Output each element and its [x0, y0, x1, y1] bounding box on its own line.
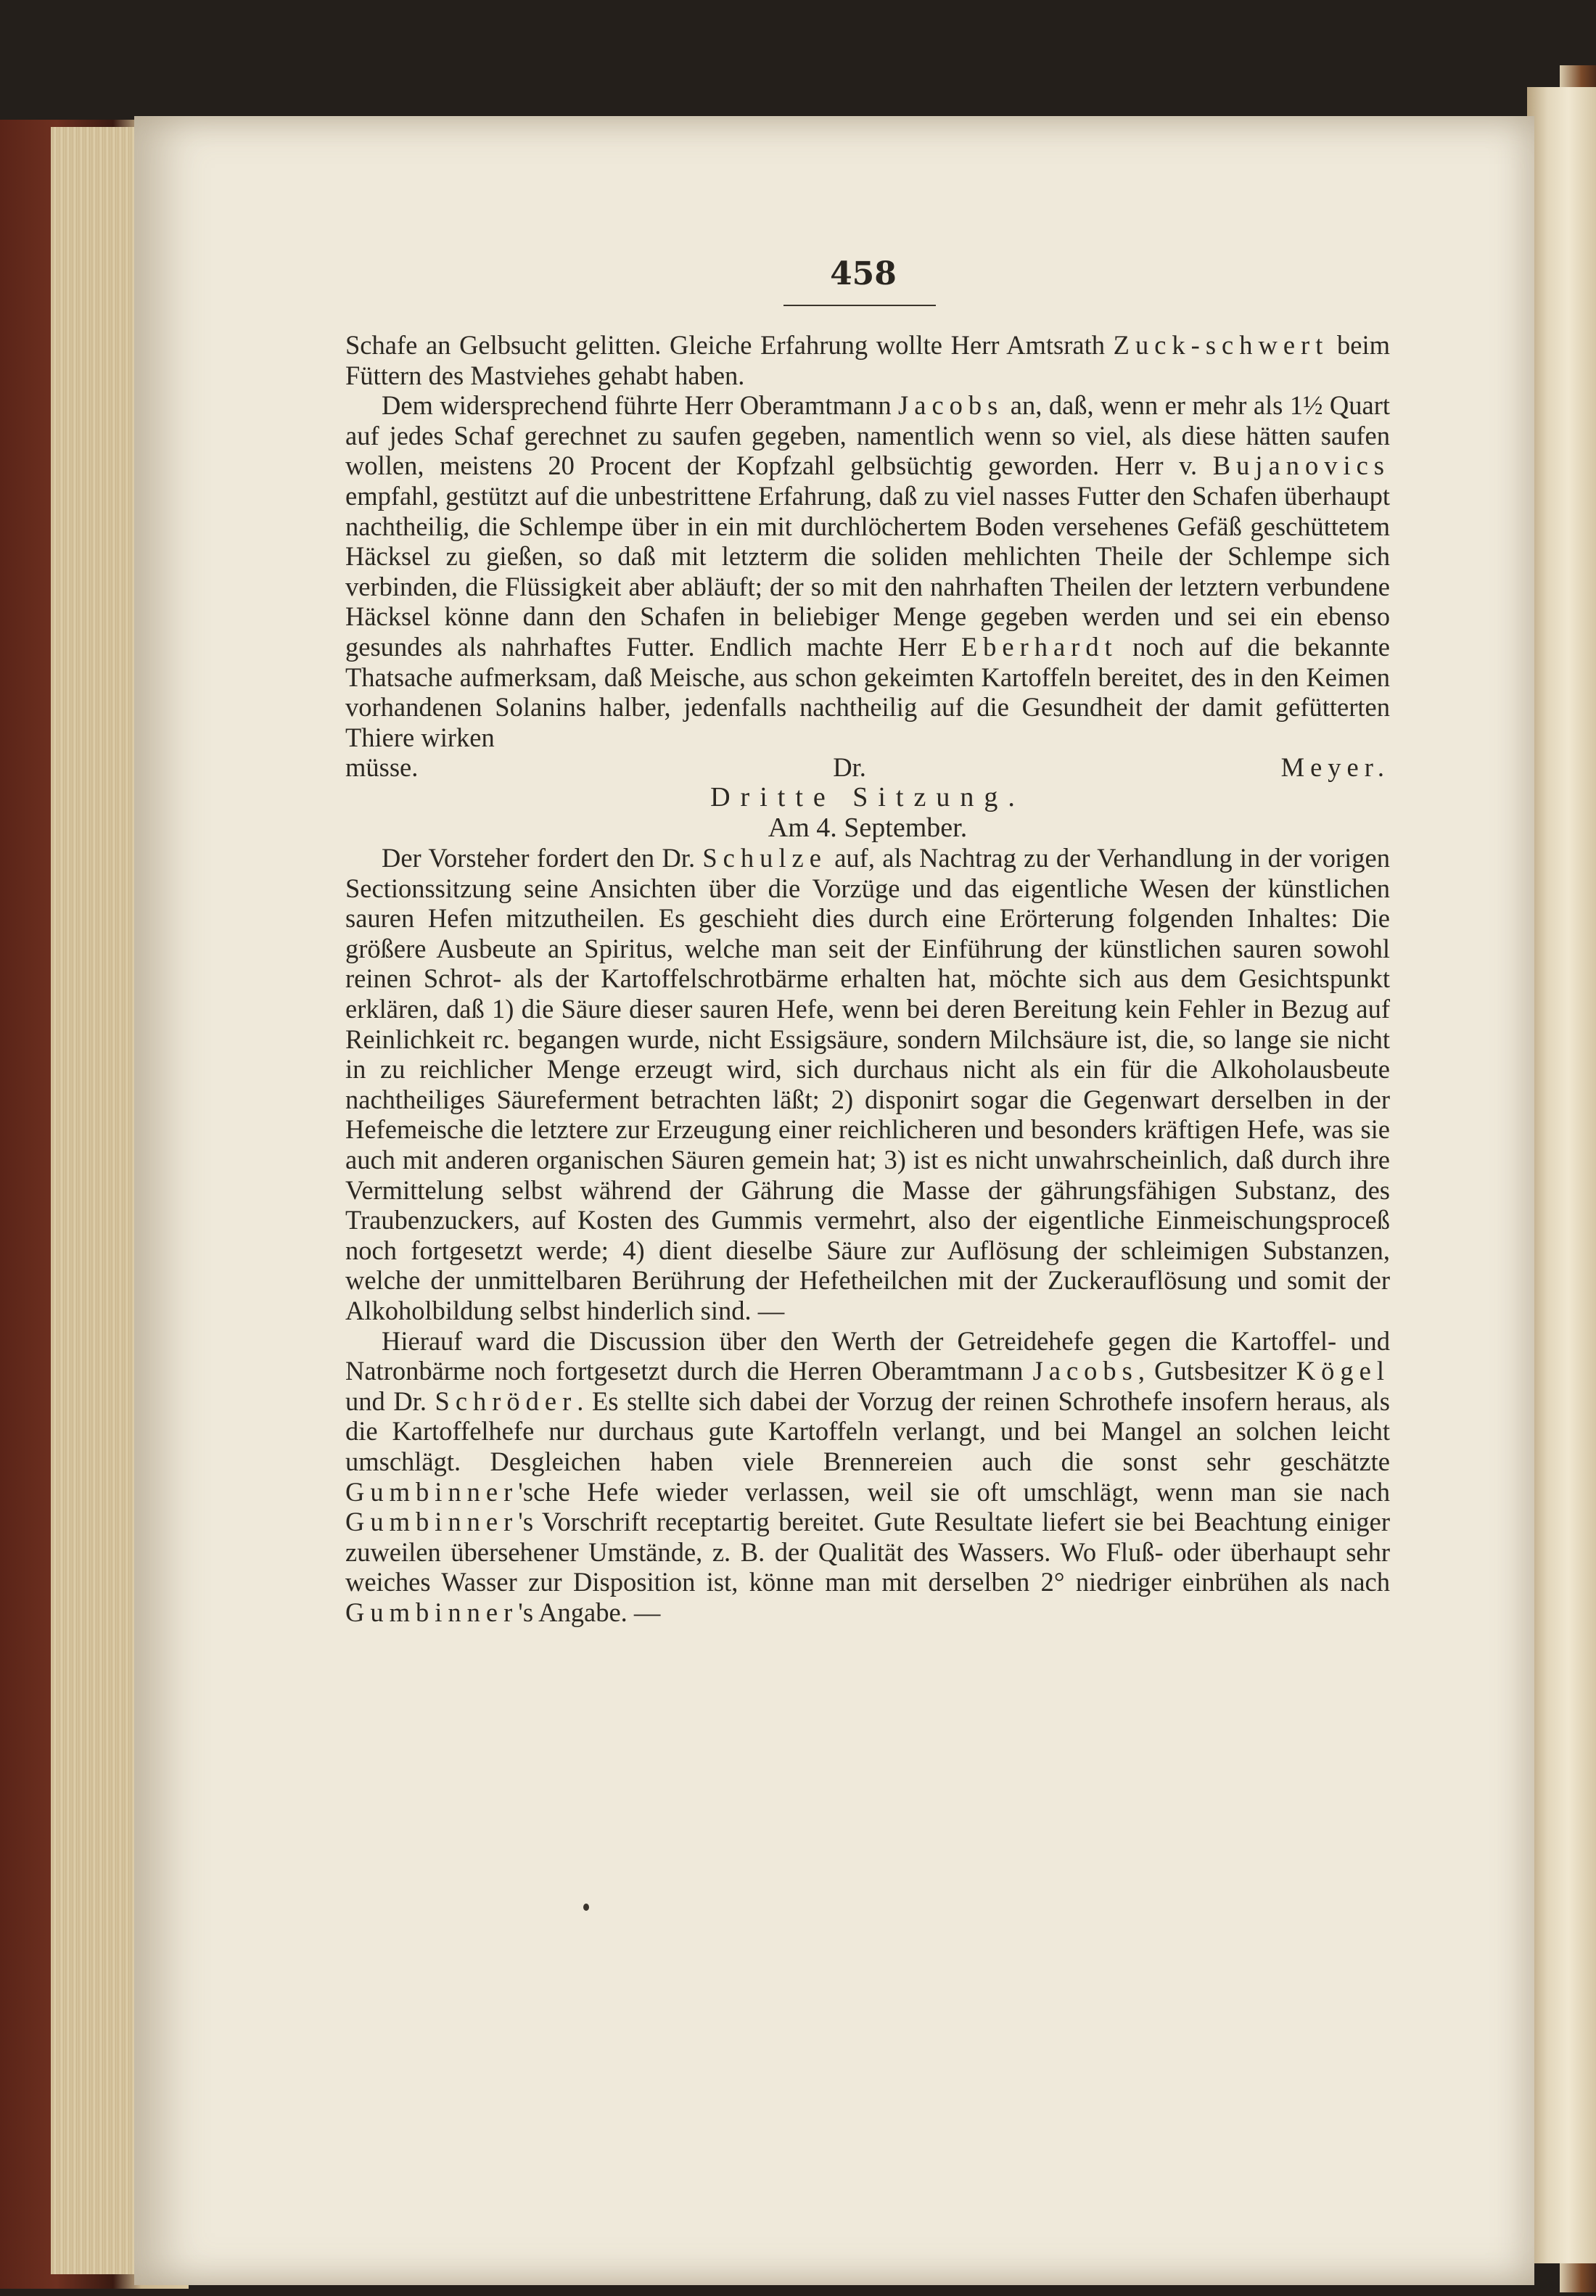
p3-text-2: auf, als Nachtrag zu der Verhandlung in der vorigen Sectionssitzung seine Ansichten über die Vorzüge und das eigentliche Wesen der künstlichen sauren Hefen mitzutheilen. Es geschieht dies durch eine Erörterung folgenden Inhaltes: Die größere Ausbeute an Spiritus, welche man seit der Einführung der künstlichen sauren sowohl reinen Schrot- als der Kartoffelschrotbärme erhalten hat, möchte sich aus dem Gesichtspunkt erklären, daß 1) die Säure dieser sauren Hefe, wenn bei deren Bereitung kein Fehler in Bezug auf Reinlichkeit rc. begangen wurde, nicht Essigsäure, sondern Milchsäure ist, die, so lange sie nicht in zu reichlicher Menge erzeugt wird, sich durchaus nicht als ein für die Alkoholausbeute nachtheiliges Säureferment betrachten läßt; 2) disponirt sogar die Gegenwart derselben in der Hefemeische die letztere zur Erzeugung einer reichlicheren und besonders kräftigen Hefe, was sie auch mit anderen organischen Säuren gemein hat; 3) ist es nicht unwahrscheinlich, daß durch ihre Vermittelung selbst während der Gährung die Masse der gährungsfähigen Substanz, des Traubenzuckers, auf Kosten des Gummis vermehrt, also der eigentliche Einmeischungsproceß noch fortgesetzt werde; 4) dient dieselbe Säure zur Auflösung der schleimigen Substanzen, welche der unmittelbaren Berührung der Hefetheilchen mit der Zuckerauflösung und somit der Alkoholbildung selbst hinderlich sind. —	[345, 843, 1390, 1325]
signature-name: Meyer.	[1280, 752, 1390, 783]
p4-name-gumbinner-1: Gumbinner	[345, 1476, 519, 1507]
body-text	[345, 330, 1390, 1628]
paragraph-1	[345, 330, 1390, 390]
signature-prefix: Dr.	[833, 752, 1281, 783]
p4-text-5: 'sche Hefe wieder verlassen, weil sie oft umschlägt, wenn man sie nach	[518, 1476, 1390, 1507]
session-date: Am 4. September.	[768, 812, 968, 843]
signature-line	[345, 752, 1390, 783]
p1-text-2: beim Füttern des Mastviehes gehabt haben.	[345, 330, 1390, 390]
p4-text-3: und Dr.	[345, 1386, 435, 1416]
p2-name-bujanovics: Bujanovics	[1212, 450, 1390, 481]
p4-text-7: 's Angabe. —	[518, 1597, 661, 1627]
page-number: 458	[830, 255, 897, 292]
p2-text-4: noch auf die bekannte Thatsache aufmerksam, daß Meische, aus schon gekeimten Kartoffeln bereitet, des in den Keimen vorhandenen Solanins halber, jedenfalls nachtheilig auf die Gesundheit der damit gefütterten Thiere wirken	[345, 631, 1390, 752]
session-heading: Dritte Sitzung.	[710, 781, 1025, 812]
paragraph-2	[345, 390, 1390, 752]
p4-name-jacobs: Jacobs	[1032, 1356, 1138, 1386]
p2-text-3: empfahl, gestützt auf die unbestrittene Erfahrung, daß zu viel nasses Futter den Schafen überhaupt nachtheilig, die Schlempe über in ein mit durchlöchertem Boden versehenes Gefäß geschüttetem Häcksel zu gießen, so daß mit letzterm die soliden mehlichten Theile der Schlempe sich verbinden, die Flüssigkeit aber abläuft; der so mit den nahrhaften Theilen der letztern verbundene Häcksel könne dann den Schafen in beliebiger Menge gegeben werden und sei ein ebenso gesundes als nahrhaftes Futter. Endlich machte Herr	[345, 480, 1390, 662]
p4-text-6: 's Vorschrift receptartig bereitet. Gute Resultate liefert sie bei Beachtung einiger zuweilen übersehener Umstände, z. B. der Qualität des Wassers. Wo Fluß- oder überhaupt sehr weiches Wasser zur Disposition ist, könne man mit derselben 2° niedriger einbrühen als nach	[345, 1507, 1390, 1597]
signature	[833, 752, 1390, 782]
p1-name-zuckschwert: Zuck-schwert	[1113, 330, 1329, 360]
p3-name-schulze: Schulze	[702, 843, 827, 873]
p2-name-jacobs: Jacobs	[898, 390, 1004, 421]
p4-name-schroeder: Schröder	[435, 1386, 577, 1416]
page-edges-right	[1527, 87, 1596, 2263]
p4-name-gumbinner-2: Gumbinner	[345, 1507, 519, 1537]
ink-dot	[583, 1904, 589, 1911]
p4-text-4: . Es stellte sich dabei der Vorzug der reinen Schrothefe insofern heraus, als die Kartoffelhefe nur durchaus gute Kartoffeln verlangt, und bei Mangel an solchen leicht umschlägt. Desgleichen haben viele Brennereien auch die sonst sehr geschätzte	[345, 1386, 1390, 1476]
p1-text: Schafe an Gelbsucht gelitten. Gleiche Erfahrung wollte Herr Amtsrath	[345, 330, 1114, 360]
p4-name-koegel: Kögel	[1296, 1356, 1390, 1386]
p4-text: Hierauf ward die Discussion über den Werth der Getreidehefe gegen die Kartoffel- und Natronbärme noch fortgesetzt durch die Herren Oberamtmann	[345, 1325, 1390, 1386]
paragraph-4	[345, 1326, 1390, 1628]
p4-name-gumbinner-3: Gumbinner	[345, 1597, 519, 1627]
p2-last-word: müsse.	[345, 752, 419, 783]
p2-text-2: an, daß, wenn er mehr als 1½ Quart auf jedes Schaf gerechnet zu saufen gegeben, namentlich wenn so viel, als diese hätten saufen wollen, meistens 20 Procent der Kopfzahl gelbsüchtig geworden. Herr v.	[345, 390, 1390, 481]
paragraph-3	[345, 843, 1390, 1326]
p3-text: Der Vorsteher fordert den Dr.	[382, 843, 703, 873]
p4-text-2: , Gutsbesitzer	[1138, 1356, 1296, 1386]
page-number-rule	[783, 305, 936, 306]
p2-name-eberhardt: Eberhardt	[961, 631, 1118, 662]
p2-text: Dem widersprechend führte Herr Oberamtmann	[382, 390, 899, 421]
